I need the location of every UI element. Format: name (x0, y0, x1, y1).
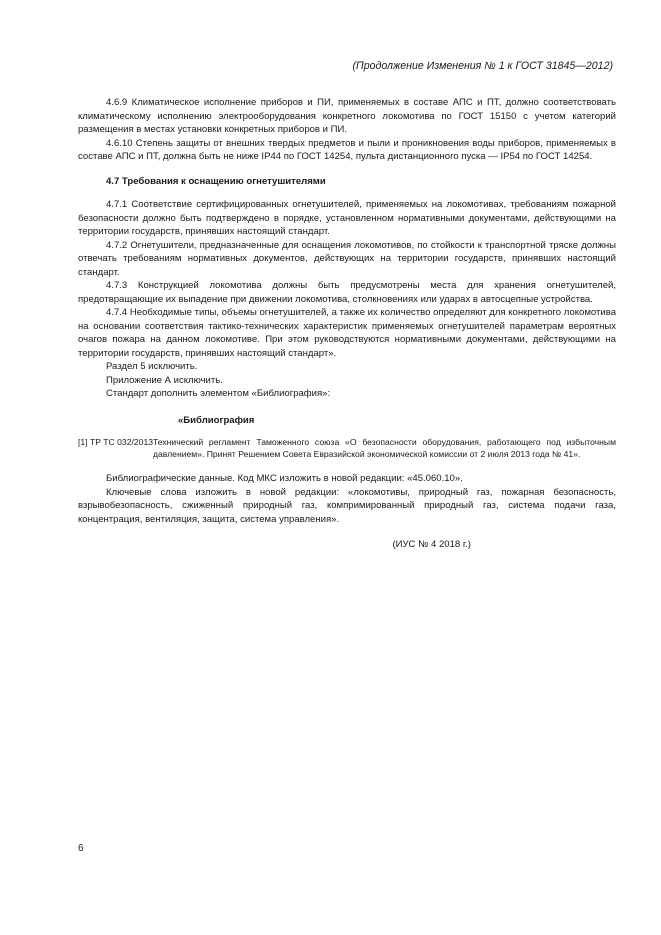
bibliography-text: Технический регламент Таможенного союза «О безопасности оборудования, работающего под избыточным давлением». Принят Решением Совета Евразийской экономической комиссии от 2 июля 2013 года № 41». (153, 437, 616, 459)
document-body (78, 96, 616, 552)
source-reference: (ИУС № 4 2018 г.) (392, 539, 471, 550)
paragraph-4-7-1: 4.7.1 Соответствие сертифицированных огнетушителей, применяемых на локомотивах, требованиям пожарной безопасности должно быть подтверждено в порядке, установленном нормативными документами, действующими на территории государств, принявших настоящий стандарт. (78, 199, 616, 237)
paragraph-appendix: Приложение А исключить. (106, 374, 223, 386)
paragraph-4-6-10: 4.6.10 Степень защиты от внешних твердых предметов и пыли и проникновения воды приборов, применяемых в составе АПС и ПТ, должна быть не ниже IP44 по ГОСТ 14254, пульта дистанционного пуска — IP54 по ГОСТ 14254. (78, 137, 616, 162)
paragraph-4-7-2: 4.7.2 Огнетушители, предназначенные для оснащения локомотивов, по стойкости к транспортной тряске должны отвечать требованиям нормативных документов, действующих на территории государств, принявших настоящий стандарт. (78, 239, 616, 278)
section-title: 4.7 Требования к оснащению огнетушителями (106, 175, 326, 187)
paragraph-4-7-3: 4.7.3 Конструкцией локомотива должны быть предусмотрены места для хранения огнетушителей, предотвращающие их выпадение при движении локомотива, столкновениях или ударах в автосцепные устройства. (78, 280, 616, 305)
paragraph-section5: Раздел 5 исключить. (106, 361, 198, 372)
paragraph-mks: Библиографические данные. Код МКС изложить в новой редакции: «45.060.10». (106, 473, 463, 484)
bibliography-entry (78, 436, 616, 460)
paragraph-biblio-add: Стандарт дополнить элементом «Библиография»: (106, 388, 331, 399)
paragraph-4-7-4: 4.7.4 Необходимые типы, объемы огнетушителей, а также их количество определяют для конкретного локомотива на основании соответствия тактико-технических характеристик применяемых огнетушителей параметрам вероятных очагов пожара на данном локомотиве. При этом руководствуются нормативными документами, действующими на территории государств, принявших настоящий стандарт». (78, 307, 616, 359)
page-number: 6 (78, 843, 84, 854)
paragraph-keywords: Ключевые слова изложить в новой редакции: «локомотивы, природный газ, пожарная безопасность, взрывобезопасность, сжиженный природный газ, компримированный природный газ, система подачи газа, концентрация, вентиляция, защита, система управления». (78, 486, 616, 525)
bibliography-title: «Библиография (178, 414, 255, 426)
paragraph-4-6-9: 4.6.9 Климатическое исполнение приборов и ПИ, применяемых в составе АПС и ПТ, должно соответствовать климатическому исполнению электрооборудования конкретного локомотива по ГОСТ 15150 с учетом категорий размещения в местах установки конкретных приборов и ПИ. (78, 97, 616, 135)
bibliography-ref: [1] ТР ТС 032/2013 (78, 437, 153, 447)
page-header: (Продолжение Изменения № 1 к ГОСТ 31845—2012) (352, 60, 613, 72)
